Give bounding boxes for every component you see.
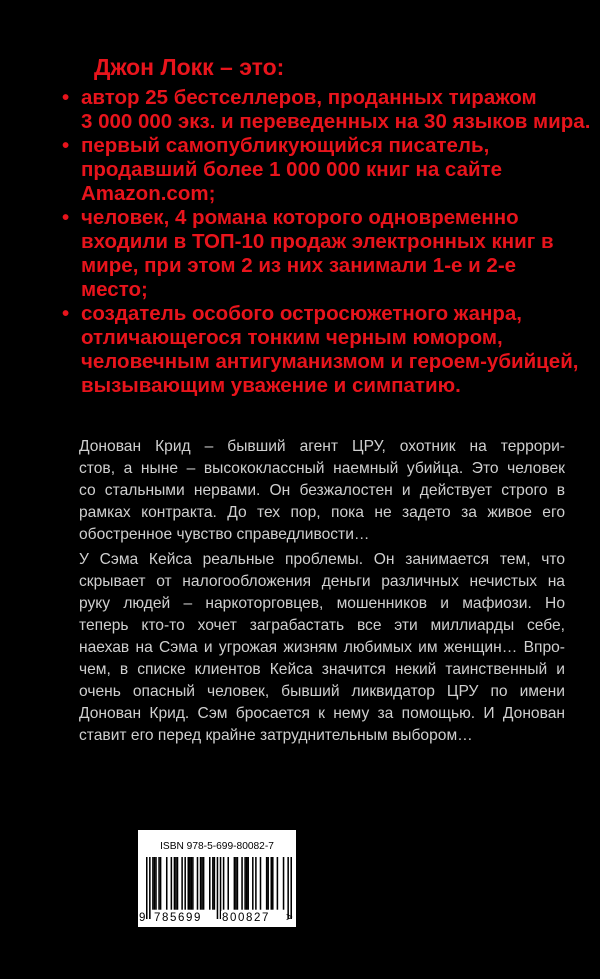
paragraph-line: обостренное чувство справедливости… [79,526,370,543]
barcode-bar [277,857,279,910]
barcode-bar [241,857,243,910]
barcode-bar [189,857,191,910]
barcode-bar [200,857,202,910]
highlight-line: Amazon.com; [81,182,216,205]
barcode-bar [287,857,289,919]
paragraph-line: Донован Крид. Сэм бросается к нему за помощью. И Донован [79,705,565,722]
barcode-bar [227,857,229,910]
barcode-bar [244,857,246,910]
barcode-quiet-zone-arrow: > [286,912,293,924]
barcode-bar [246,857,248,910]
barcode-bar [260,857,262,910]
paragraph-line: чем, в списке клиентов Кейса значится некий таинственный и [79,661,565,678]
barcode-bar [175,857,177,910]
paragraph-line: ставит его перед крайне затруднительным выбором… [79,727,473,744]
highlight-line: первый самопубликующийся писатель, [81,134,490,157]
barcode-bar [266,857,268,910]
highlight-item [62,302,582,398]
barcode-bar [290,857,292,919]
barcode-digits [138,911,296,925]
barcode-bar [155,857,157,910]
barcode-bar [217,857,219,919]
bullet-icon: • [62,302,70,325]
barcode-bar [209,857,211,910]
barcode-bar [283,857,285,910]
synopsis-paragraph-2 [79,549,565,747]
barcode-bar [191,857,193,910]
highlight-line: создатель особого остросюжетного жанра, [81,302,522,325]
barcode-bar [267,857,269,910]
barcode-bar [272,857,274,910]
barcode-bar [212,857,214,910]
highlight-line: мире, при этом 2 из них занимали 1-е и 2-е [81,254,517,277]
barcode-right-digits: 800827 [222,912,270,924]
barcode-left-digits: 785699 [154,912,202,924]
barcode-bar [201,857,203,910]
barcode-bar [160,857,162,910]
paragraph-line: очень опасный человек, бывший ликвидатор ЦРУ по имени [79,683,565,700]
barcode-bar [171,857,173,910]
highlight-item [62,86,591,134]
barcode-bar [174,857,176,910]
barcode-bar [149,857,151,919]
isbn-label: ISBN 978-5-699-80082-7 [160,841,274,852]
barcode-bar [197,857,199,910]
barcode-bar [203,857,205,910]
highlight-line: место; [81,278,148,301]
isbn-barcode [138,830,296,927]
barcode-bar [234,857,236,910]
highlight-line: человек, 4 романа которого одновременно [81,206,519,229]
barcode-bars [146,857,292,919]
paragraph-line: руку людей – наркоторговцев, мошенников и мафиози. Но [79,595,565,612]
paragraph-line: скрывает от налогообложения деньги различных нечистых на [79,573,565,590]
barcode-bar [235,857,237,910]
paragraph-line: Донован Крид – бывший агент ЦРУ, охотник на террори- [79,438,565,455]
highlight-line: автор 25 бестселлеров, проданных тиражом [81,86,537,109]
highlight-line: вызывающим уважение и симпатию. [81,374,461,397]
highlights-heading: Джон Локк – это: [94,54,285,80]
barcode-bar [154,857,156,910]
barcode-bar [166,857,168,910]
barcode-bar [192,857,194,910]
barcode-bar [252,857,254,910]
barcode-bar [187,857,189,910]
barcode-bar [158,857,160,910]
paragraph-line: со стальными нервами. Он безжалостен и действует строго в [79,482,565,499]
barcode-bar [146,857,148,919]
paragraph-line: рамках контракта. До тех пор, пока не задето за живое его [79,504,565,521]
highlights-list [62,86,591,398]
barcode-bar [152,857,154,910]
bullet-icon: • [62,134,70,157]
paragraph-line: У Сэма Кейса реальные проблемы. Он занимается тем, что [79,551,565,568]
bullet-icon: • [62,206,70,229]
barcode-bar [255,857,257,910]
barcode-bar [237,857,239,910]
barcode-bar [177,857,179,910]
highlight-line: отличающегося тонким черным юмором, [81,326,503,349]
paragraph-line: теперь кто-то хочет заграбастать все эти миллиарды себе, [79,617,565,634]
bullet-icon: • [62,86,70,109]
highlight-line: 3 000 000 экз. и переведенных на 30 языков мира. [81,110,591,133]
barcode-bar [214,857,216,910]
barcode-bar [223,857,225,910]
barcode-bar [184,857,186,910]
barcode-lead-digit: 9 [139,912,146,924]
highlight-item [62,206,582,302]
paragraph-line: стов, а ныне – высококлассный наемный убийца. Это человек [79,460,565,477]
barcode-bar [181,857,183,910]
highlight-line: входили в ТОП-10 продаж электронных книг в [81,230,554,253]
highlight-line: человечным антигуманизмом и героем-убийцей, [81,350,579,373]
barcode-bar [270,857,272,910]
barcode-bar [247,857,249,910]
barcode-bar [220,857,222,919]
highlight-line: продавший более 1 000 000 книг на сайте [81,158,503,181]
highlight-item [62,134,582,206]
paragraph-line: наехав на Сэма и угрожая жизням любимых им женщин… Впро- [79,639,565,656]
synopsis-paragraph-1 [79,436,565,546]
